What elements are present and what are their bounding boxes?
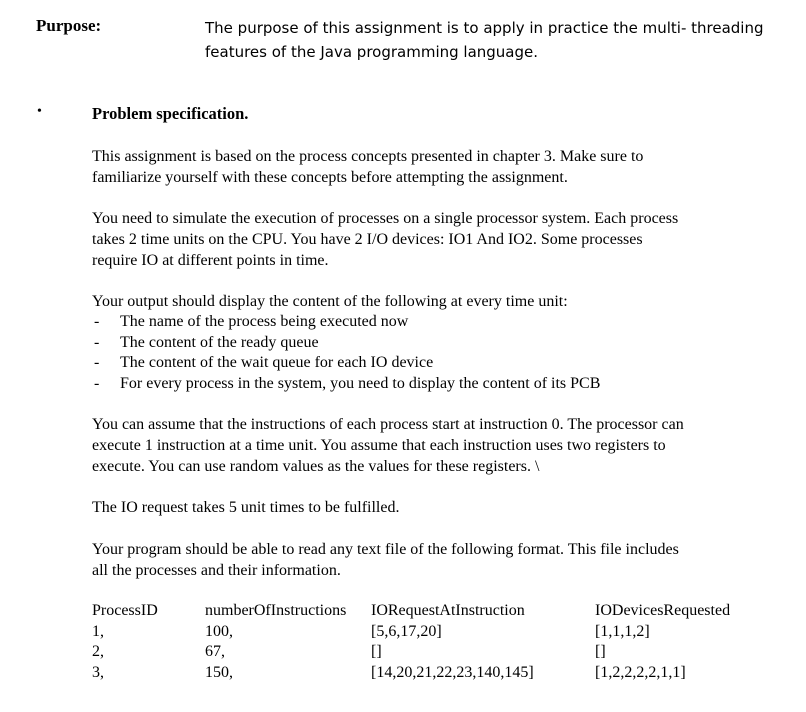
purpose-line: features of the Java programming language. bbox=[205, 43, 539, 61]
table-cell: 100, bbox=[205, 622, 233, 640]
table-header: IORequestAtInstruction bbox=[371, 602, 525, 619]
list-item bbox=[92, 353, 600, 374]
simulate-paragraph bbox=[92, 208, 678, 271]
paragraph-line: Your program should be able to read any text file of the following format. This file includes bbox=[92, 541, 679, 558]
table-cell: 2, bbox=[92, 643, 104, 660]
paragraph-line: execute. You can use random values as the values for these registers. \ bbox=[92, 458, 540, 475]
table-header: ProcessID bbox=[92, 602, 158, 619]
table-column-iodevices bbox=[595, 601, 730, 683]
table-cell: 150, bbox=[205, 663, 233, 681]
list-item-text: The name of the process being executed now bbox=[120, 313, 409, 330]
table-cell: [5,6,17,20] bbox=[371, 622, 442, 640]
table-column-instructions bbox=[205, 601, 346, 683]
table-cell: [14,20,21,22,23,140,145] bbox=[371, 663, 534, 681]
paragraph-line: You can assume that the instructions of each process start at instruction 0. The processor can bbox=[92, 416, 684, 433]
list-item bbox=[92, 312, 600, 333]
list-item-text: The content of the ready queue bbox=[120, 333, 319, 351]
section-title: Problem specification. bbox=[92, 104, 249, 123]
purpose-line: The purpose of this assignment is to apply in practice the multi- threading bbox=[205, 19, 764, 37]
dash-icon: - bbox=[94, 354, 100, 371]
bullet-icon: • bbox=[37, 104, 42, 119]
output-list bbox=[92, 312, 600, 394]
paragraph-line: You need to simulate the execution of processes on a single processor system. Each process bbox=[92, 210, 679, 227]
program-paragraph bbox=[92, 539, 679, 581]
paragraph-line: This assignment is based on the process concepts presented in chapter 3. Make sure to bbox=[92, 148, 644, 165]
assume-paragraph bbox=[92, 414, 684, 477]
table-cell: [1,2,2,2,2,1,1] bbox=[595, 663, 686, 681]
output-intro: Your output should display the content of the following at every time unit: bbox=[92, 293, 568, 310]
dash-icon: - bbox=[94, 313, 100, 330]
list-item-text: For every process in the system, you need to display the content of its PCB bbox=[120, 374, 601, 392]
table-header: IODevicesRequested bbox=[595, 602, 731, 619]
io-request-paragraph: The IO request takes 5 unit times to be fulfilled. bbox=[92, 499, 400, 516]
table-column-iorequest bbox=[371, 601, 534, 683]
paragraph-line: all the processes and their information. bbox=[92, 562, 341, 579]
paragraph-line: familiarize yourself with these concepts before attempting the assignment. bbox=[92, 169, 568, 186]
list-item bbox=[92, 333, 600, 354]
table-cell: [] bbox=[371, 643, 382, 660]
table-cell: 67, bbox=[205, 643, 225, 660]
purpose-text bbox=[205, 16, 764, 64]
table-cell: [1,1,1,2] bbox=[595, 622, 650, 640]
table-cell: 1, bbox=[92, 622, 104, 640]
paragraph-line: takes 2 time units on the CPU. You have 2 I/O devices: IO1 And IO2. Some processes bbox=[92, 231, 643, 248]
purpose-label: Purpose: bbox=[36, 16, 102, 35]
dash-icon: - bbox=[94, 333, 100, 351]
table-header: numberOfInstructions bbox=[205, 602, 347, 619]
list-item bbox=[92, 374, 600, 395]
dash-icon: - bbox=[94, 374, 100, 392]
table-cell: 3, bbox=[92, 663, 104, 681]
table-cell: [] bbox=[595, 643, 606, 660]
paragraph-line: require IO at different points in time. bbox=[92, 252, 329, 269]
intro-paragraph bbox=[92, 146, 643, 188]
paragraph-line: execute 1 instruction at a time unit. You assume that each instruction uses two registers to bbox=[92, 437, 666, 454]
table-column-processid bbox=[92, 601, 158, 683]
list-item-text: The content of the wait queue for each IO device bbox=[120, 354, 434, 371]
